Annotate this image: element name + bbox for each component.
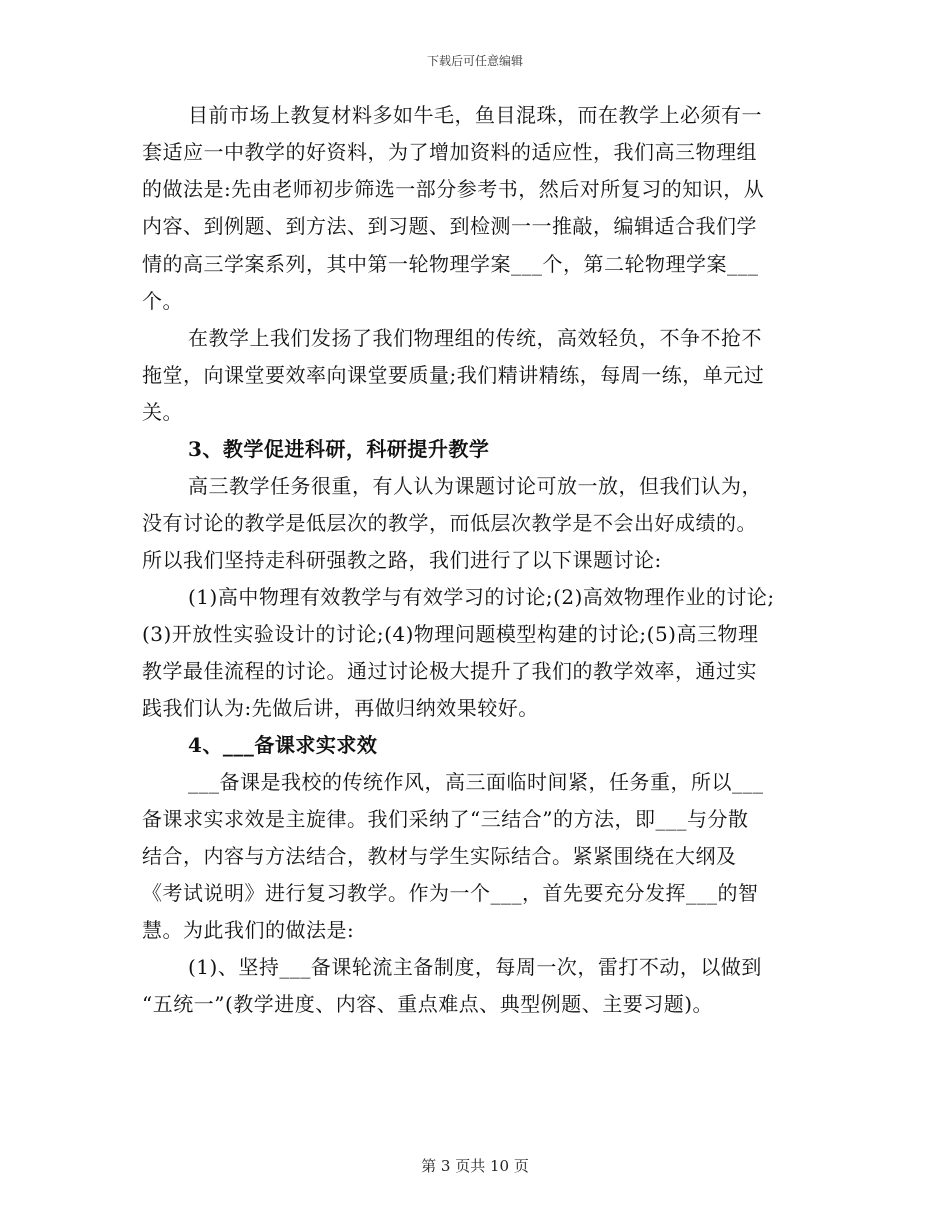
text-line: 拖堂，向课堂要效率向课堂要质量;我们精讲精练，每周一练，单元过 <box>142 363 765 387</box>
text-line: 情的高三学案系列，其中第一轮物理学案___个，第二轮物理学案___ <box>142 252 759 276</box>
text-line: 备课求实求效是主旋律。我们采纳了“三结合”的方法，即___与分散 <box>142 807 749 831</box>
text-line: 高三教学任务很重，有人认为课题讨论可放一放，但我们认为， <box>188 474 762 498</box>
page-header: 下载后可任意编辑 <box>426 54 523 68</box>
text-line: 目前市场上教复材料多如牛毛，鱼目混珠，而在教学上必须有一 <box>188 103 762 127</box>
text-line: “五统一”(教学进度、内容、重点难点、典型例题、主要习题)。 <box>142 992 714 1016</box>
text-line: ___备课是我校的传统作风，高三面临时间紧，任务重，所以___ <box>188 770 764 794</box>
section-heading: 4、___备课求实求效 <box>188 733 378 757</box>
text-line: 教学最佳流程的讨论。通过讨论极大提升了我们的教学效率，通过实 <box>142 659 757 683</box>
text-line: 套适应一中教学的好资料，为了增加资料的适应性，我们高三物理组 <box>142 140 757 164</box>
text-line: 践我们认为:先做后讲，再做归纳效果较好。 <box>142 696 539 720</box>
text-line: 个。 <box>142 289 183 313</box>
text-line: (1)高中物理有效教学与有效学习的讨论;(2)高效物理作业的讨论; <box>188 585 775 609</box>
text-line: 在教学上我们发扬了我们物理组的传统，高效轻负，不争不抢不 <box>188 326 762 350</box>
text-line: 《考试说明》进行复习教学。作为一个___，首先要充分发挥___的智 <box>142 881 759 905</box>
text-line: 的做法是:先由老师初步筛选一部分参考书，然后对所复习的知识，从 <box>142 177 765 201</box>
section-heading: 3、教学促进科研，科研提升教学 <box>188 437 490 461</box>
text-line: 关。 <box>142 400 183 424</box>
text-line: (1)、坚持___备课轮流主备制度，每周一次，雷打不动，以做到 <box>188 955 762 979</box>
text-line: 所以我们坚持走科研强教之路，我们进行了以下课题讨论: <box>142 548 662 572</box>
text-line: 慧。为此我们的做法是: <box>142 918 355 942</box>
text-line: 结合，内容与方法结合，教材与学生实际结合。紧紧围绕在大纲及 <box>142 844 737 868</box>
page-footer: 第 3 页共 10 页 <box>421 1157 529 1175</box>
text-line: 内容、到例题、到方法、到习题、到检测一一推敲，编辑适合我们学 <box>142 214 757 238</box>
text-line: 没有讨论的教学是低层次的教学，而低层次教学是不会出好成绩的。 <box>142 511 757 535</box>
text-line: (3)开放性实验设计的讨论;(4)物理问题模型构建的讨论;(5)高三物理 <box>142 622 759 646</box>
